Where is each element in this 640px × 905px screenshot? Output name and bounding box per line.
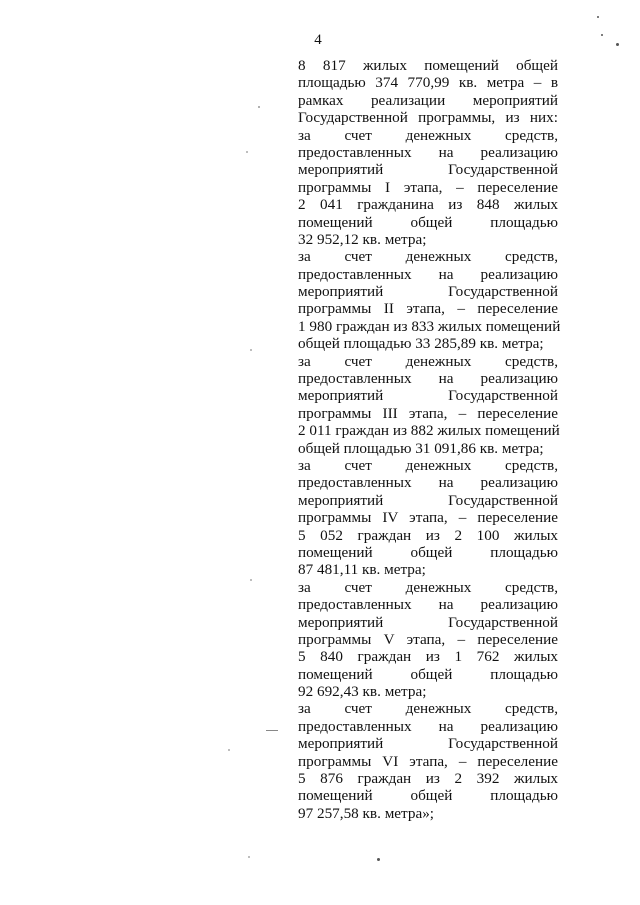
- text-line: за счет денежных средств,: [298, 248, 558, 266]
- text-line: 87 481,11 кв. метра;: [298, 561, 426, 579]
- text-line: предоставленных на реализацию: [298, 474, 558, 492]
- text-line: мероприятий Государственной: [298, 387, 558, 405]
- scan-speck: [601, 34, 603, 36]
- text-line: за счет денежных средств,: [298, 456, 558, 474]
- text-line: 2 011 граждан из 882 жилых помещений: [298, 422, 560, 440]
- text-line: за счет денежных средств,: [298, 352, 558, 370]
- text-line: за счет денежных средств,: [298, 578, 558, 596]
- text-line: помещений общей площадью: [298, 543, 558, 561]
- scan-speck: [616, 43, 619, 46]
- text-line: площадью 374 770,99 кв. метра – в: [298, 74, 558, 92]
- text-line: за счет денежных средств,: [298, 126, 558, 144]
- text-line: мероприятий Государственной: [298, 613, 558, 631]
- text-line: программы II этапа, – переселение: [298, 300, 558, 318]
- text-line: программы III этапа, – переселение: [298, 404, 558, 422]
- text-line: предоставленных на реализацию: [298, 596, 558, 614]
- text-line: предоставленных на реализацию: [298, 143, 558, 161]
- text-line: рамках реализации мероприятий: [298, 91, 558, 109]
- text-line: программы I этапа, – переселение: [298, 178, 558, 196]
- text-line: 1 980 граждан из 833 жилых помещений: [298, 317, 561, 335]
- text-line: мероприятий Государственной: [298, 161, 558, 179]
- text-line: 97 257,58 кв. метра»;: [298, 804, 435, 822]
- text-line: предоставленных на реализацию: [298, 717, 558, 735]
- scan-speck: [248, 856, 250, 858]
- text-line: мероприятий Государственной: [298, 735, 558, 753]
- text-line: Государственной программы, из них:: [298, 109, 558, 127]
- scan-speck: [258, 106, 260, 108]
- scan-speck: [597, 16, 599, 18]
- page-number: 4: [314, 32, 322, 48]
- text-line: помещений общей площадью: [298, 787, 558, 805]
- text-line: предоставленных на реализацию: [298, 370, 558, 388]
- text-line: 32 952,12 кв. метра;: [298, 230, 427, 248]
- scan-speck: [246, 151, 248, 153]
- text-line: 5 052 граждан из 2 100 жилых: [298, 526, 558, 544]
- text-line: предоставленных на реализацию: [298, 265, 558, 283]
- text-line: 5 840 граждан из 1 762 жилых: [298, 648, 558, 666]
- text-line: общей площадью 31 091,86 кв. метра;: [298, 439, 544, 457]
- scan-speck: [377, 858, 380, 861]
- text-line: программы VI этапа, – переселение: [298, 752, 558, 770]
- text-line: помещений общей площадью: [298, 213, 558, 231]
- text-line: мероприятий Государственной: [298, 283, 558, 301]
- scan-speck: [250, 349, 252, 351]
- text-line: 8 817 жилых помещений общей: [298, 57, 558, 74]
- text-line: за счет денежных средств,: [298, 700, 558, 718]
- text-line: мероприятий Государственной: [298, 491, 558, 509]
- text-line: общей площадью 33 285,89 кв. метра;: [298, 335, 544, 353]
- text-line: 5 876 граждан из 2 392 жилых: [298, 770, 558, 788]
- text-line: 2 041 гражданина из 848 жилых: [298, 196, 558, 214]
- scan-speck: [250, 579, 252, 581]
- text-column: [298, 57, 561, 822]
- text-line: 92 692,43 кв. метра;: [298, 683, 427, 701]
- text-line: помещений общей площадью: [298, 665, 558, 683]
- scan-mark: [266, 730, 278, 731]
- text-line: программы IV этапа, – переселение: [298, 509, 558, 527]
- scan-speck: [228, 749, 230, 751]
- text-line: программы V этапа, – переселение: [298, 630, 558, 648]
